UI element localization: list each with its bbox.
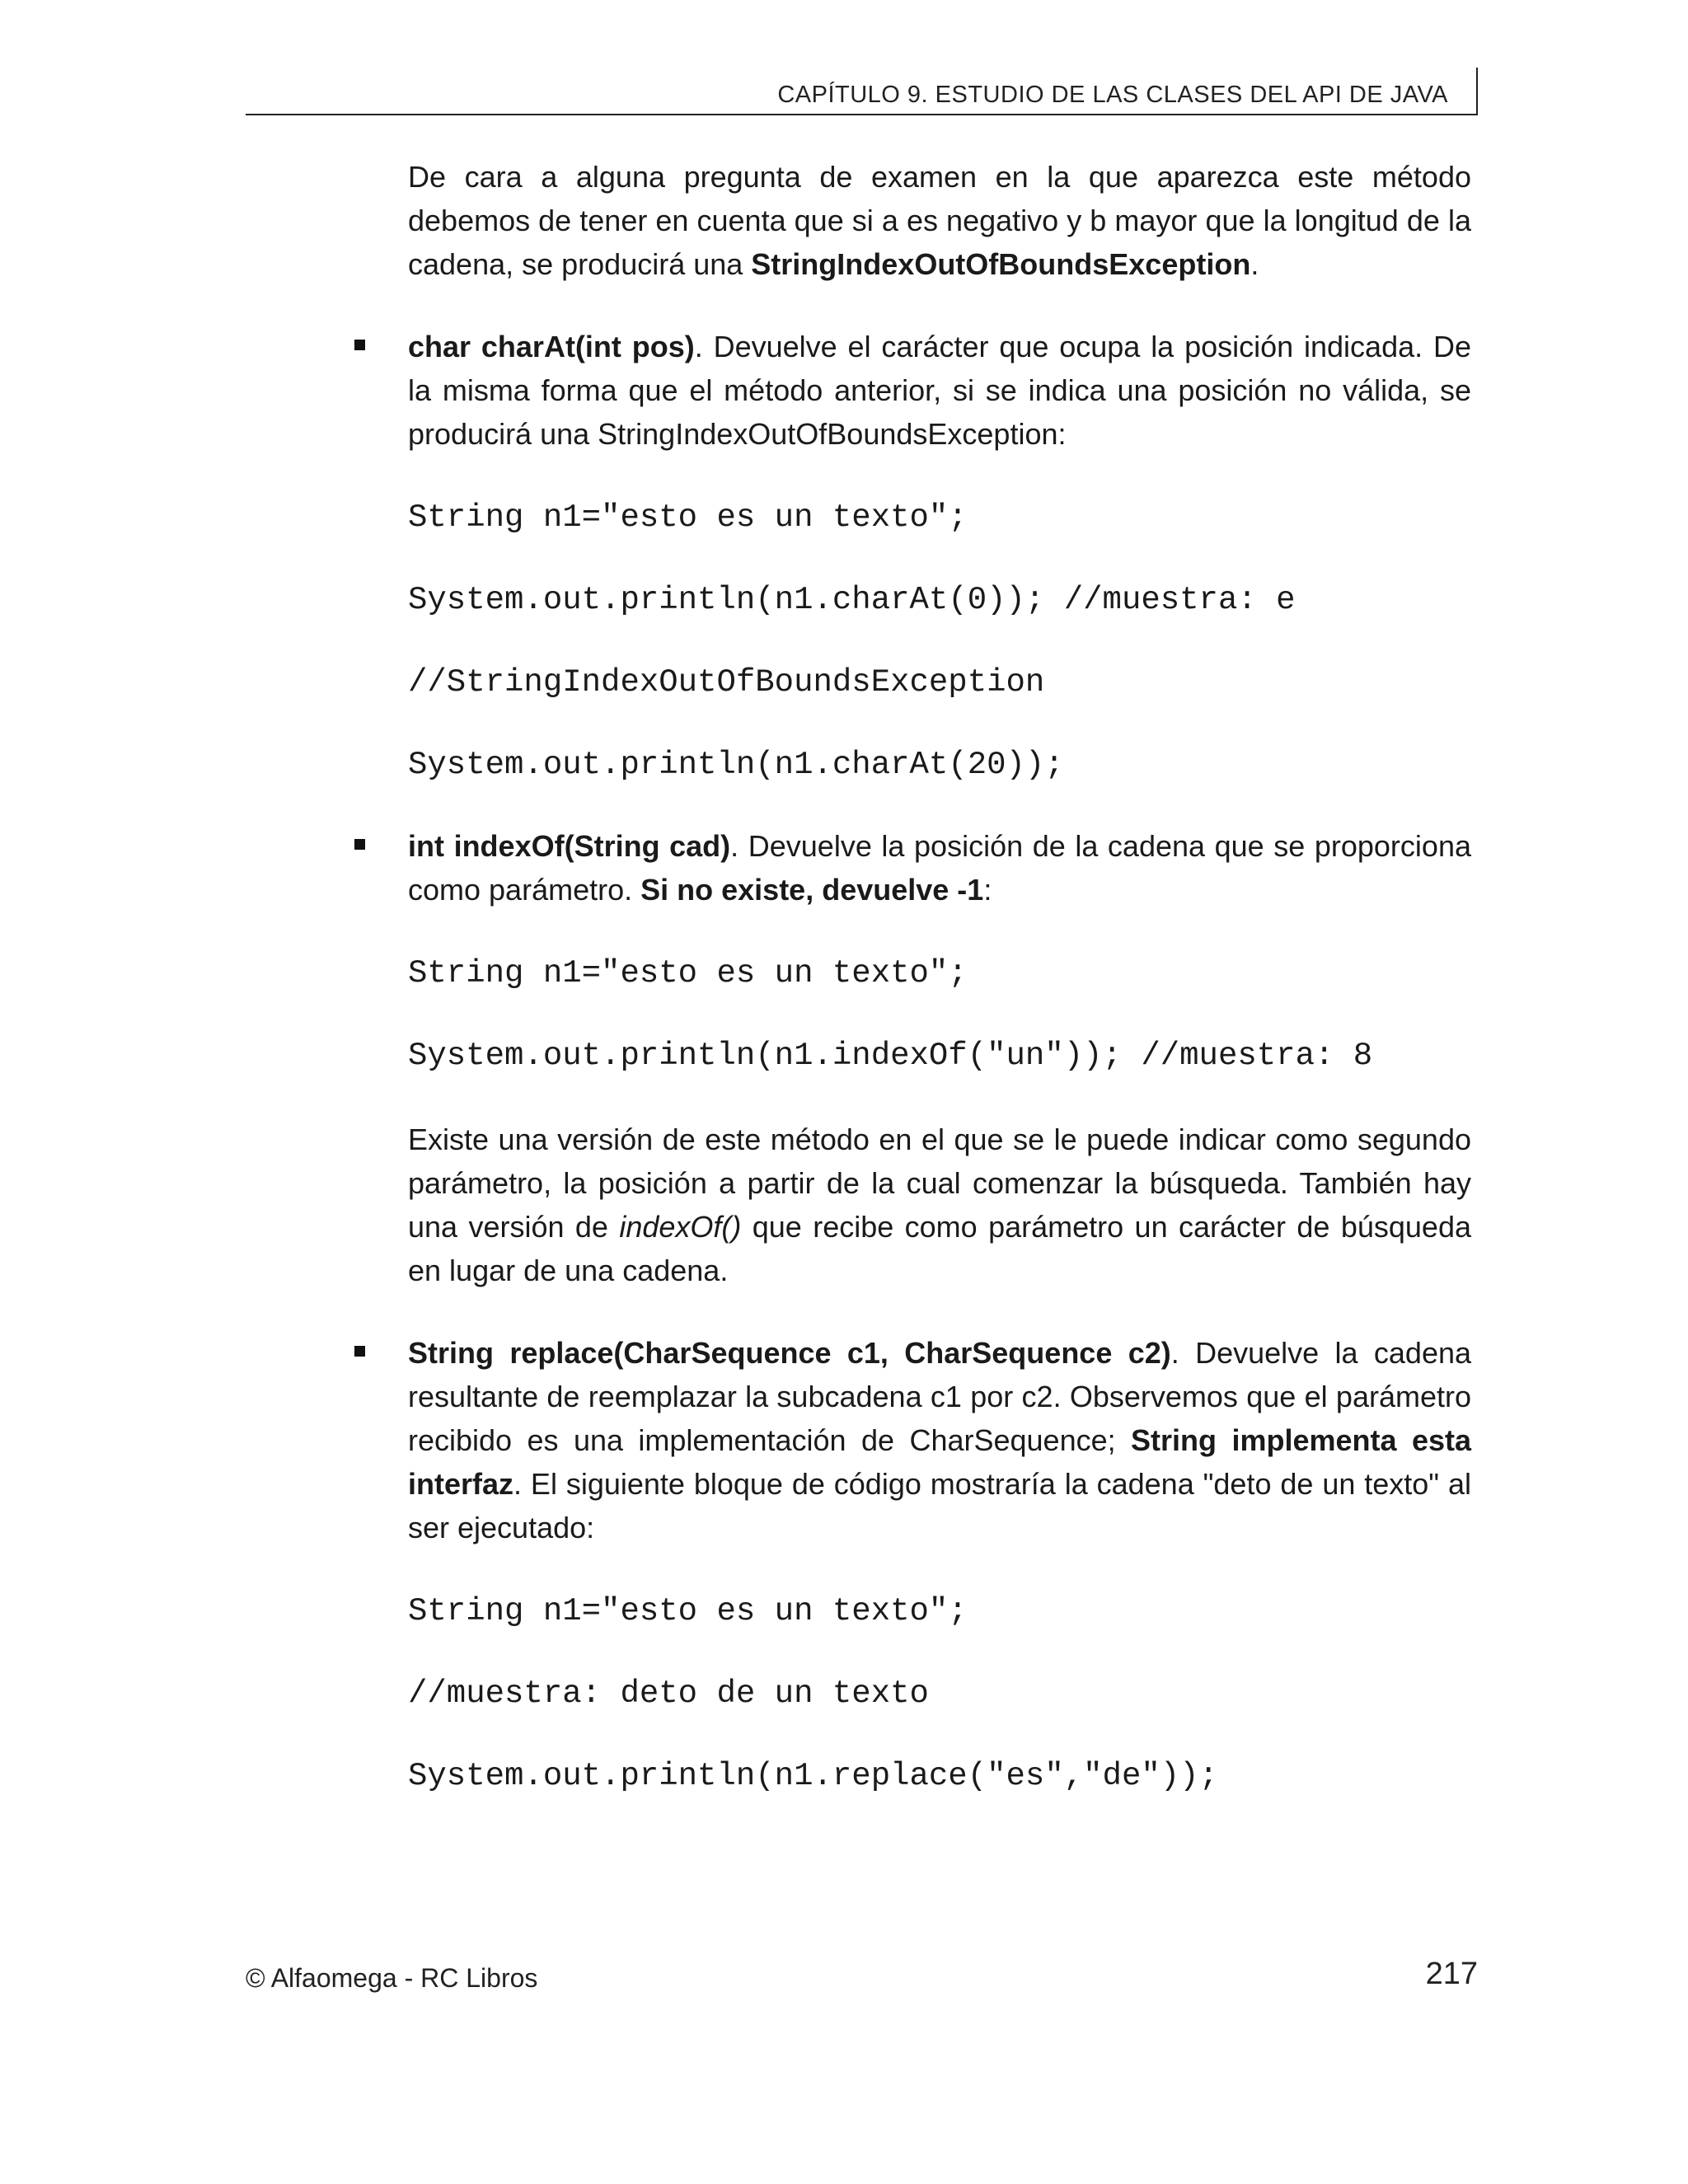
charat-description: char charAt(int pos). Devuelve el carácter que ocupa la posición indicada. De la misma forma que el método anterior, si se indica una posición no válida, se producirá una StringIndexOutOfBoundsException: [408,330,1471,451]
list-item-charat [408,325,1471,456]
code-line: String n1="esto es un texto"; [408,955,968,991]
chapter-title: CAPÍTULO 9. ESTUDIO DE LAS CLASES DEL API DE JAVA [777,82,1448,108]
bullet-square-icon [354,340,365,350]
code-line: String n1="esto es un texto"; [408,499,968,536]
page-header [246,68,1478,115]
code-line: System.out.println(n1.replace("es","de")); [408,1758,1218,1794]
list-item-indexof [408,824,1471,912]
indexof-description: int indexOf(String cad). Devuelve la posición de la cadena que se proporciona como parámetro. Si no existe, devuelve -1: [408,829,1471,907]
bullet-square-icon [354,1346,365,1357]
code-line: System.out.println(n1.charAt(0)); //muestra: e [408,582,1296,618]
code-line: String n1="esto es un texto"; [408,1593,968,1629]
replace-description: String replace(CharSequence c1, CharSequence c2). Devuelve la cadena resultante de reemplazar la subcadena c1 por c2. Observemos que el parámetro recibido es una implementación de CharSequence; String implementa esta interfaz. El siguiente bloque de código mostraría la cadena "deto de un texto" al ser ejecutado: [408,1336,1472,1544]
bullet-square-icon [354,839,365,850]
footer-publisher: © Alfaomega - RC Libros [246,1963,538,1993]
indexof-note: Existe una versión de este método en el que se le puede indicar como segundo parámetro, la posición a partir de la cual comenzar la búsqueda. También hay una versión de indexOf() que recibe como parámetro un carácter de búsqueda en lugar de una cadena. [408,1122,1471,1287]
page-content [408,155,1471,1797]
code-line: //muestra: deto de un texto [408,1675,929,1712]
code-line: //StringIndexOutOfBoundsException [408,664,1045,701]
list-item-replace [408,1331,1471,1549]
code-line: System.out.println(n1.indexOf("un")); //muestra: 8 [408,1038,1373,1074]
intro-paragraph: De cara a alguna pregunta de examen en la que aparezca este método debemos de tener en cuenta que si a es negativo y b mayor que la longitud de la cadena, se producirá una StringIndexOutOfBoundsException. [408,160,1471,281]
header-rule-tick [1476,68,1478,114]
page-number: 217 [1425,1957,1478,1991]
code-line: System.out.println(n1.charAt(20)); [408,747,1064,783]
